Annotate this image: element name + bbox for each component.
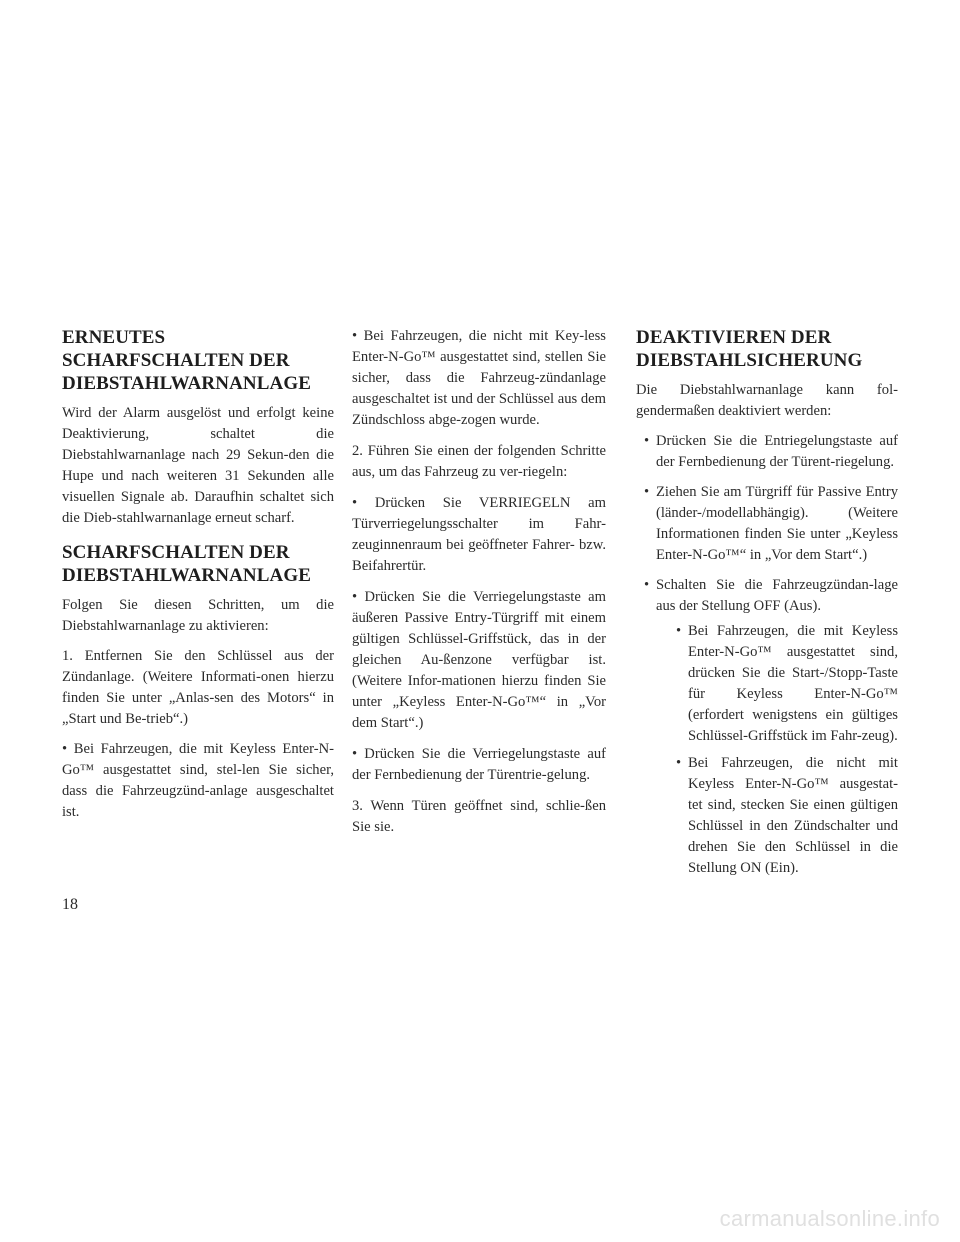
list-item [636, 431, 898, 473]
bullet-icon: • [676, 623, 682, 639]
paragraph-arming-intro: Folgen Sie diesen Schritten, um die Diebstahlwarnanlage zu aktivieren: [62, 597, 334, 634]
bullet-icon: • [676, 755, 682, 771]
column-middle [352, 326, 606, 848]
heading-arming-alarm: SCHARFSCHALTEN DER DIEBSTAHLWARNANLAGE [62, 542, 311, 586]
watermark: carmanualsonline.info [719, 1206, 940, 1231]
paragraph-step-1: 1. Entfernen Sie den Schlüssel aus der Zündanlage. (Weitere Informati-onen hierzu finden Sie unter „Anlas-sen des Motors“ in „Start und Be-trieb“.) [62, 648, 334, 727]
list-item-text: Drücken Sie die Entriegelungstaste auf der Fernbedienung der Türent-riegelung. [656, 433, 898, 470]
paragraph-lock-switch: • Drücken Sie VERRIEGELN am Türverriegelungsschalter im Fahr-zeuginnenraum bei geöffneter Fahrer- bzw. Beifahrertür. [352, 495, 606, 574]
column-right [636, 326, 898, 888]
paragraph-rearming-description: Wird der Alarm ausgelöst und erfolgt keine Deaktivierung, schaltet die Diebstahlwarnanlage nach 29 Sekun-den die Hupe und nach weiteren 31 Sekunden alle visuellen Signale ab. Daraufhin schaltet sich die Dieb-stahlwarnanlage erneut scharf. [62, 405, 334, 526]
paragraph-step-2: 2. Führen Sie einen der folgenden Schritte aus, um das Fahrzeug zu ver-riegeln: [352, 443, 606, 480]
list-item [636, 482, 898, 566]
heading-disarming: DEAKTIVIEREN DER DIEBSTAHLSICHERUNG [636, 327, 863, 371]
sub-list-item [656, 621, 898, 747]
sub-list-item-text: Bei Fahrzeugen, die mit Keyless Enter-N-Go™ ausgestattet sind, drücken Sie die Start-/Stopp-Taste für Keyless Enter-N-Go™ (erfordert wenigstens ein gültiges Schlüssel-Griffstück im Fahr-zeug). [688, 623, 898, 744]
page-number: 18 [62, 896, 78, 913]
bullet-icon: • [644, 577, 650, 593]
disarm-options-list [636, 431, 898, 879]
paragraph-step-3: 3. Wenn Türen geöffnet sind, schlie-ßen Sie sie. [352, 798, 606, 835]
ignition-sub-list [656, 621, 898, 879]
paragraph-non-keyless-note: • Bei Fahrzeugen, die nicht mit Key-less Enter-N-Go™ ausgestattet sind, stellen Sie sicher, dass die Fahrzeug-zündanlage ausgeschaltet ist und der Schlüssel aus dem Zündschloss abge-zogen wurde. [352, 328, 606, 428]
heading-rearming-alarm: ERNEUTES SCHARFSCHALTEN DER DIEBSTAHLWARNANLAGE [62, 327, 311, 394]
paragraph-disarming-intro: Die Diebstahlwarnanlage kann fol-gendermaßen deaktiviert werden: [636, 382, 898, 419]
list-item [636, 575, 898, 879]
paragraph-remote-lock: • Drücken Sie die Verriegelungstaste auf der Fernbedienung der Türentrie-gelung. [352, 746, 606, 783]
list-item-text: Schalten Sie die Fahrzeugzündan-lage aus der Stellung OFF (Aus). [656, 577, 898, 614]
bullet-icon: • [644, 484, 650, 500]
column-left [62, 326, 334, 832]
sub-list-item-text: Bei Fahrzeugen, die nicht mit Keyless Enter-N-Go™ ausgestat-tet sind, stecken Sie einen gültigen Schlüssel in den Zündschalter und drehen Sie den Schlüssel in die Stellung ON (Ein). [688, 755, 898, 876]
paragraph-passive-entry-lock: • Drücken Sie die Verriegelungstaste am äußeren Passive Entry-Türgriff mit einem gültigen Schlüssel-Griffstück, das in der gleichen Au-ßenzone verfügbar ist. (Weitere Infor-mationen hierzu finden Sie unter „Keyless Enter-N-Go™“ in „Vor dem Start“.) [352, 589, 606, 731]
paragraph-keyless-note: • Bei Fahrzeugen, die mit Keyless Enter-N-Go™ ausgestattet sind, stel-len Sie sicher, dass die Fahrzeugzünd-anlage ausgeschaltet ist. [62, 741, 334, 820]
list-item-text: Ziehen Sie am Türgriff für Passive Entry (länder-/modellabhängig). (Weitere Informationen finden Sie unter „Keyless Enter-N-Go™“ in „Vor dem Start“.) [656, 484, 898, 563]
bullet-icon: • [644, 433, 650, 449]
sub-list-item [656, 753, 898, 879]
